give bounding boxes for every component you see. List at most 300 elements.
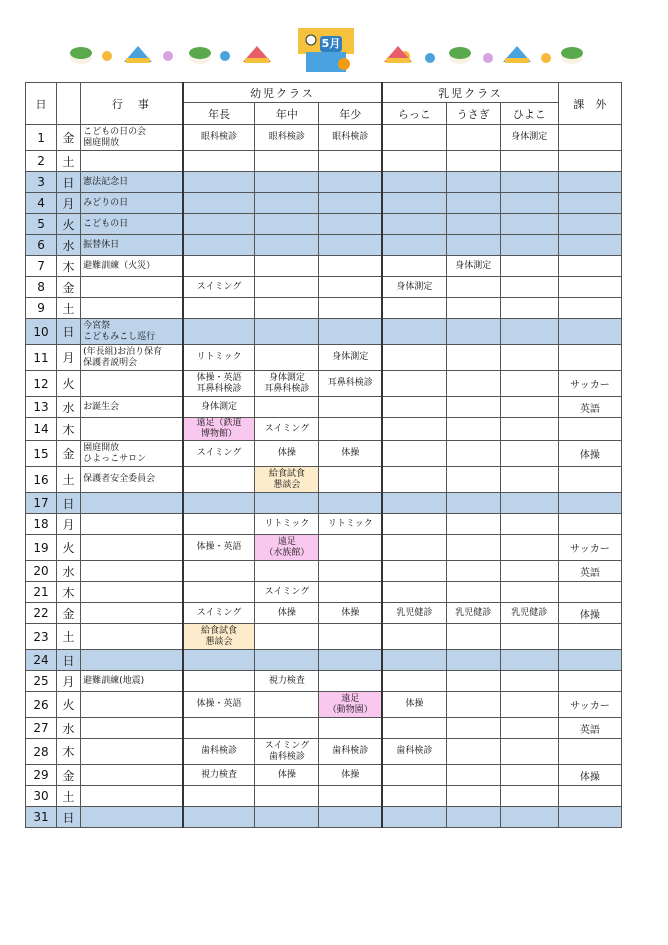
class-cell: 身体測定 — [446, 256, 500, 277]
day-cell: 18 — [26, 514, 57, 535]
class-cell — [500, 467, 558, 493]
extra-cell — [558, 418, 621, 441]
weekday-cell: 木 — [57, 582, 81, 603]
day-cell: 12 — [26, 371, 57, 397]
weekday-cell: 金 — [57, 603, 81, 624]
weekday-cell: 木 — [57, 418, 81, 441]
class-cell: 給食試食 懇談会 — [255, 467, 319, 493]
table-row — [26, 441, 622, 467]
class-cell — [500, 582, 558, 603]
extra-cell — [558, 277, 621, 298]
class-cell — [500, 441, 558, 467]
class-cell — [382, 535, 446, 561]
event-cell — [81, 151, 183, 172]
class-cell — [319, 298, 382, 319]
class-cell — [255, 345, 319, 371]
table-row — [26, 535, 622, 561]
weekday-cell: 日 — [57, 493, 81, 514]
class-cell — [446, 561, 500, 582]
class-cell — [255, 807, 319, 828]
weekday-cell: 月 — [57, 193, 81, 214]
class-cell: リトミック — [319, 514, 382, 535]
class-cell: 身体測定 — [319, 345, 382, 371]
event-cell: みどりの日 — [81, 193, 183, 214]
class-cell: 身体測定 — [382, 277, 446, 298]
day-cell: 21 — [26, 582, 57, 603]
table-row — [26, 345, 622, 371]
class-cell: リトミック — [255, 514, 319, 535]
event-cell: 園庭開放 ひよっこサロン — [81, 441, 183, 467]
day-cell: 14 — [26, 418, 57, 441]
class-cell — [382, 235, 446, 256]
event-cell — [81, 807, 183, 828]
table-row — [26, 467, 622, 493]
event-cell — [81, 582, 183, 603]
class-cell — [446, 151, 500, 172]
extra-cell — [558, 807, 621, 828]
weekday-cell: 水 — [57, 718, 81, 739]
day-cell: 27 — [26, 718, 57, 739]
class-cell: 乳児健診 — [382, 603, 446, 624]
class-cell: 眼科検診 — [183, 125, 255, 151]
class-cell — [319, 235, 382, 256]
class-cell — [446, 671, 500, 692]
weekday-cell: 土 — [57, 467, 81, 493]
class-cell — [183, 319, 255, 345]
event-cell: お誕生会 — [81, 397, 183, 418]
day-cell: 22 — [26, 603, 57, 624]
day-cell: 23 — [26, 624, 57, 650]
class-cell — [382, 514, 446, 535]
class-cell: 体操・英語 — [183, 692, 255, 718]
extra-cell — [558, 214, 621, 235]
class-cell: 耳鼻科検診 — [319, 371, 382, 397]
class-cell — [382, 319, 446, 345]
class-cell: 歯科検診 — [382, 739, 446, 765]
table-row — [26, 193, 622, 214]
class-cell — [183, 650, 255, 671]
class-cell — [500, 298, 558, 319]
calendar-body — [26, 125, 622, 828]
event-cell: 保護者安全委員会 — [81, 467, 183, 493]
class-cell — [255, 319, 319, 345]
class-cell — [319, 214, 382, 235]
event-cell — [81, 561, 183, 582]
class-cell — [319, 256, 382, 277]
extra-cell — [558, 256, 621, 277]
class-cell: リトミック — [183, 345, 255, 371]
extra-cell — [558, 671, 621, 692]
class-cell — [319, 671, 382, 692]
class-cell — [446, 624, 500, 650]
table-row — [26, 256, 622, 277]
weekday-cell: 水 — [57, 561, 81, 582]
event-cell — [81, 493, 183, 514]
class-cell — [500, 256, 558, 277]
extra-cell — [558, 467, 621, 493]
class-cell — [183, 514, 255, 535]
class-cell — [183, 561, 255, 582]
class-cell — [382, 193, 446, 214]
month-badge: 5月 — [321, 37, 341, 50]
class-cell — [500, 650, 558, 671]
event-cell: 憲法記念日 — [81, 172, 183, 193]
class-cell — [500, 692, 558, 718]
extra-cell: 体操 — [558, 765, 621, 786]
class-cell — [500, 807, 558, 828]
event-cell: 避難訓練(地震) — [81, 671, 183, 692]
table-row — [26, 561, 622, 582]
class-cell — [446, 125, 500, 151]
class-cell: スイミング — [255, 418, 319, 441]
class-header: 年長 — [183, 103, 255, 125]
class-cell: 給食試食 懇談会 — [183, 624, 255, 650]
class-cell — [382, 671, 446, 692]
class-cell — [382, 214, 446, 235]
weekday-cell: 火 — [57, 214, 81, 235]
youji-class-header: 幼児クラス — [183, 83, 382, 103]
table-row — [26, 319, 622, 345]
class-cell: 視力検査 — [183, 765, 255, 786]
class-cell — [319, 397, 382, 418]
day-cell: 11 — [26, 345, 57, 371]
class-cell: 体操 — [319, 603, 382, 624]
weekday-cell: 月 — [57, 345, 81, 371]
class-cell — [382, 345, 446, 371]
weekday-cell: 木 — [57, 256, 81, 277]
table-row — [26, 418, 622, 441]
day-cell: 19 — [26, 535, 57, 561]
extra-cell — [558, 151, 621, 172]
class-cell — [500, 671, 558, 692]
class-cell — [446, 193, 500, 214]
weekday-cell: 火 — [57, 535, 81, 561]
weekday-cell: 火 — [57, 371, 81, 397]
event-cell: 振替休日 — [81, 235, 183, 256]
class-cell — [319, 718, 382, 739]
extra-cell — [558, 172, 621, 193]
table-row — [26, 650, 622, 671]
class-cell — [446, 807, 500, 828]
class-cell — [500, 535, 558, 561]
class-cell: 体操 — [255, 441, 319, 467]
class-cell — [382, 151, 446, 172]
class-cell — [446, 172, 500, 193]
table-row — [26, 786, 622, 807]
class-cell — [446, 345, 500, 371]
class-cell — [500, 345, 558, 371]
class-cell: スイミング — [183, 603, 255, 624]
class-cell — [500, 718, 558, 739]
class-cell — [183, 671, 255, 692]
class-cell — [183, 172, 255, 193]
day-cell: 7 — [26, 256, 57, 277]
event-cell — [81, 418, 183, 441]
event-cell — [81, 739, 183, 765]
day-cell: 3 — [26, 172, 57, 193]
class-cell: スイミング — [183, 441, 255, 467]
extra-cell — [558, 298, 621, 319]
class-header: うさぎ — [446, 103, 500, 125]
class-cell — [382, 418, 446, 441]
weekday-cell: 金 — [57, 277, 81, 298]
day-cell: 25 — [26, 671, 57, 692]
table-row — [26, 235, 622, 256]
event-cell — [81, 277, 183, 298]
class-cell — [446, 739, 500, 765]
day-cell: 30 — [26, 786, 57, 807]
class-cell — [446, 319, 500, 345]
class-cell — [319, 151, 382, 172]
class-cell — [446, 397, 500, 418]
day-cell: 4 — [26, 193, 57, 214]
day-cell: 20 — [26, 561, 57, 582]
class-cell — [382, 765, 446, 786]
weekday-cell: 月 — [57, 671, 81, 692]
weekday-header — [57, 83, 81, 125]
table-row — [26, 765, 622, 786]
class-cell — [319, 561, 382, 582]
class-cell — [255, 561, 319, 582]
day-cell: 26 — [26, 692, 57, 718]
class-cell — [255, 214, 319, 235]
class-cell — [382, 467, 446, 493]
event-cell — [81, 692, 183, 718]
class-cell — [446, 277, 500, 298]
class-cell — [319, 493, 382, 514]
event-cell — [81, 786, 183, 807]
class-cell — [183, 493, 255, 514]
weekday-cell: 土 — [57, 151, 81, 172]
day-cell: 9 — [26, 298, 57, 319]
extra-cell: サッカー — [558, 692, 621, 718]
class-cell — [319, 193, 382, 214]
class-cell — [446, 298, 500, 319]
class-cell — [255, 256, 319, 277]
extra-cell: 体操 — [558, 603, 621, 624]
class-cell — [446, 441, 500, 467]
class-cell — [500, 277, 558, 298]
table-row — [26, 718, 622, 739]
class-cell — [500, 418, 558, 441]
class-cell — [446, 418, 500, 441]
event-cell: 避難訓練（火災） — [81, 256, 183, 277]
weekday-cell: 火 — [57, 692, 81, 718]
class-cell — [382, 172, 446, 193]
class-cell — [183, 718, 255, 739]
day-cell: 5 — [26, 214, 57, 235]
class-cell — [446, 786, 500, 807]
class-cell — [500, 514, 558, 535]
table-row — [26, 807, 622, 828]
extra-cell — [558, 786, 621, 807]
extra-cell — [558, 650, 621, 671]
class-cell — [500, 624, 558, 650]
class-cell: 身体測定 耳鼻科検診 — [255, 371, 319, 397]
class-cell — [382, 125, 446, 151]
event-cell — [81, 371, 183, 397]
extra-cell: 英語 — [558, 397, 621, 418]
class-cell — [500, 193, 558, 214]
table-row — [26, 671, 622, 692]
class-cell — [183, 298, 255, 319]
class-cell — [255, 277, 319, 298]
class-cell — [500, 319, 558, 345]
weekday-cell: 日 — [57, 807, 81, 828]
class-cell: スイミング — [255, 582, 319, 603]
nyuji-class-header: 乳児クラス — [382, 83, 558, 103]
day-cell: 24 — [26, 650, 57, 671]
class-cell — [255, 493, 319, 514]
weekday-cell: 金 — [57, 765, 81, 786]
day-cell: 31 — [26, 807, 57, 828]
class-cell — [382, 493, 446, 514]
class-cell — [255, 692, 319, 718]
class-cell — [255, 397, 319, 418]
class-cell: 身体測定 — [183, 397, 255, 418]
event-cell — [81, 624, 183, 650]
class-cell: 眼科検診 — [255, 125, 319, 151]
class-cell — [319, 535, 382, 561]
weekday-cell: 水 — [57, 397, 81, 418]
table-row — [26, 397, 622, 418]
class-cell — [183, 256, 255, 277]
class-cell — [255, 235, 319, 256]
class-cell — [382, 624, 446, 650]
class-cell — [319, 418, 382, 441]
class-cell — [382, 807, 446, 828]
class-cell — [382, 650, 446, 671]
extra-cell — [558, 345, 621, 371]
class-cell — [500, 739, 558, 765]
class-cell — [319, 786, 382, 807]
table-row — [26, 371, 622, 397]
day-cell: 10 — [26, 319, 57, 345]
class-cell: 乳児健診 — [500, 603, 558, 624]
day-cell: 13 — [26, 397, 57, 418]
class-cell: 体操 — [382, 692, 446, 718]
class-cell — [382, 561, 446, 582]
class-cell — [382, 298, 446, 319]
class-cell — [382, 786, 446, 807]
class-cell: 体操 — [255, 765, 319, 786]
day-cell: 29 — [26, 765, 57, 786]
class-cell — [319, 624, 382, 650]
class-cell — [255, 624, 319, 650]
class-header: 年少 — [319, 103, 382, 125]
weekday-cell: 日 — [57, 319, 81, 345]
class-cell — [255, 718, 319, 739]
class-cell — [446, 718, 500, 739]
day-cell: 2 — [26, 151, 57, 172]
class-cell — [382, 582, 446, 603]
class-cell — [183, 235, 255, 256]
table-row — [26, 624, 622, 650]
class-cell — [500, 214, 558, 235]
class-cell — [500, 493, 558, 514]
table-row — [26, 125, 622, 151]
class-cell — [500, 786, 558, 807]
class-cell — [183, 151, 255, 172]
weekday-cell: 水 — [57, 235, 81, 256]
extra-cell: サッカー — [558, 371, 621, 397]
class-cell — [500, 765, 558, 786]
event-cell: (年長組)お泊り保育 保護者説明会 — [81, 345, 183, 371]
class-cell — [446, 235, 500, 256]
extra-cell: サッカー — [558, 535, 621, 561]
extra-cell — [558, 193, 621, 214]
class-cell — [319, 467, 382, 493]
class-cell: 体操 — [255, 603, 319, 624]
table-row — [26, 172, 622, 193]
table-row — [26, 739, 622, 765]
calendar-table — [25, 82, 622, 828]
class-cell — [319, 172, 382, 193]
weekday-cell: 金 — [57, 125, 81, 151]
extra-cell — [558, 125, 621, 151]
class-cell — [500, 371, 558, 397]
class-cell — [319, 807, 382, 828]
table-row — [26, 277, 622, 298]
class-cell — [500, 151, 558, 172]
table-row — [26, 493, 622, 514]
class-cell: 体操 — [319, 765, 382, 786]
class-cell — [183, 807, 255, 828]
day-header: 日 — [26, 83, 57, 125]
day-cell: 15 — [26, 441, 57, 467]
class-cell — [319, 650, 382, 671]
extra-cell — [558, 739, 621, 765]
class-cell — [446, 650, 500, 671]
class-cell — [446, 582, 500, 603]
class-cell — [382, 441, 446, 467]
class-cell — [382, 256, 446, 277]
class-cell: 遠足（鉄道 博物館） — [183, 418, 255, 441]
class-cell — [255, 298, 319, 319]
class-cell — [183, 214, 255, 235]
weekday-cell: 土 — [57, 298, 81, 319]
extra-cell — [558, 319, 621, 345]
table-row — [26, 298, 622, 319]
class-cell — [446, 214, 500, 235]
weekday-cell: 日 — [57, 172, 81, 193]
weekday-cell: 日 — [57, 650, 81, 671]
class-header: 年中 — [255, 103, 319, 125]
class-cell: 歯科検診 — [319, 739, 382, 765]
weekday-cell: 金 — [57, 441, 81, 467]
class-cell — [319, 319, 382, 345]
extra-cell: 英語 — [558, 561, 621, 582]
extra-cell — [558, 235, 621, 256]
table-row — [26, 214, 622, 235]
class-cell: 歯科検診 — [183, 739, 255, 765]
class-cell — [500, 172, 558, 193]
event-cell: こどもの日 — [81, 214, 183, 235]
day-cell: 17 — [26, 493, 57, 514]
extra-cell: 英語 — [558, 718, 621, 739]
class-cell: 体操 — [319, 441, 382, 467]
class-cell — [255, 786, 319, 807]
event-cell — [81, 603, 183, 624]
table-row — [26, 514, 622, 535]
class-cell — [446, 371, 500, 397]
table-row — [26, 582, 622, 603]
class-cell — [446, 493, 500, 514]
class-cell — [183, 582, 255, 603]
day-cell: 28 — [26, 739, 57, 765]
weekday-cell: 土 — [57, 786, 81, 807]
extra-cell — [558, 624, 621, 650]
